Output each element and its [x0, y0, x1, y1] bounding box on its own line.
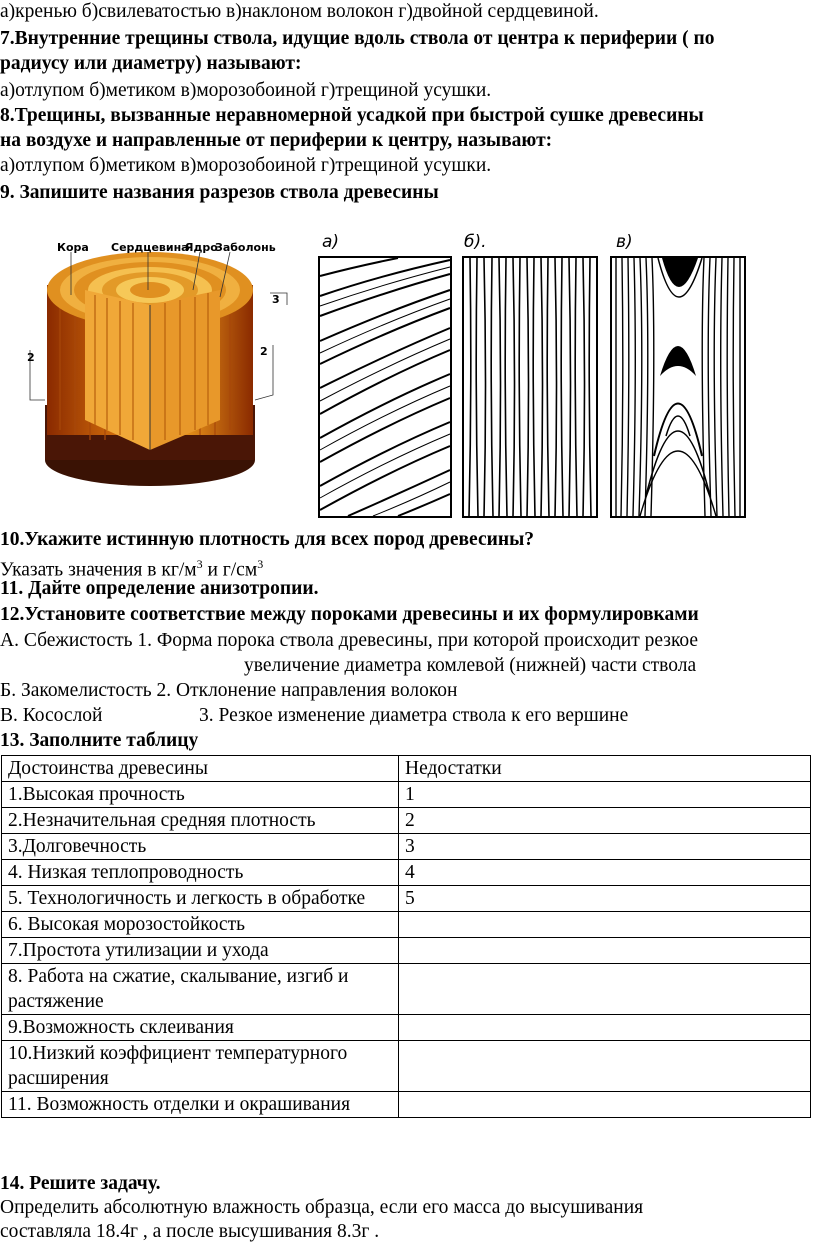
- q8-title-line1: 8.Трещины, вызванные неравномерной усадкой при быстрой сушке древесины: [0, 105, 704, 126]
- advantage-cell: 5. Технологичность и легкость в обработке: [2, 886, 399, 912]
- q10-title: 10.Укажите истинную плотность для всех пород древесины?: [0, 529, 535, 550]
- table-row: [2, 886, 811, 912]
- q12-line3a: В. Косослой: [0, 705, 103, 726]
- q7-title-line2: радиусу или диаметру) называют:: [0, 53, 302, 74]
- panel-a-label: а): [322, 232, 340, 252]
- advantage-cell: 4. Низкая теплопроводность: [2, 860, 399, 886]
- q10-units-prefix: Указать значения в кг/м: [0, 559, 197, 581]
- table-row: [2, 912, 811, 938]
- q7-options: а)отлупом б)метиком в)морозобоиной г)трещиной усушки.: [0, 80, 492, 101]
- label-sapwood: Заболонь: [215, 241, 276, 254]
- q12-line3b: 3. Резкое изменение диаметра ствола к его вершине: [199, 705, 629, 726]
- disadvantage-cell[interactable]: [399, 912, 811, 938]
- plane-number-top-right: 3: [272, 293, 280, 306]
- panel-b: [462, 232, 598, 517]
- disadvantage-cell[interactable]: [399, 1092, 811, 1118]
- advantage-cell: 1.Высокая прочность: [2, 782, 399, 808]
- disadvantage-cell[interactable]: 4: [399, 860, 811, 886]
- advantage-cell: 9.Возможность склеивания: [2, 1015, 399, 1041]
- q13-title: 13. Заполните таблицу: [0, 730, 199, 751]
- table-row: [2, 1041, 811, 1092]
- table-row: [2, 808, 811, 834]
- panel-a: [318, 232, 452, 517]
- advantage-cell: 11. Возможность отделки и окрашивания: [2, 1092, 399, 1118]
- q6-options: а)кренью б)свилеватостью в)наклоном волокон г)двойной сердцевиной.: [0, 1, 599, 22]
- disadvantage-cell[interactable]: 5: [399, 886, 811, 912]
- q12-line1b: увеличение диаметра комлевой (нижней) части ствола: [244, 655, 697, 676]
- advantage-cell: 3.Долговечность: [2, 834, 399, 860]
- panel-v-label: в): [616, 232, 633, 252]
- q10-exp-1: 3: [196, 557, 203, 571]
- advantage-cell: 7.Простота утилизации и ухода: [2, 938, 399, 964]
- panel-a-drawing: [318, 256, 452, 518]
- q10-units-mid: и г/см: [202, 559, 258, 581]
- disadvantage-cell[interactable]: 3: [399, 834, 811, 860]
- table-row: [2, 938, 811, 964]
- advantages-table: [1, 755, 811, 1118]
- q8-options: а)отлупом б)метиком в)морозобоиной г)трещиной усушки.: [0, 155, 492, 176]
- label-bark: Кора: [57, 241, 89, 254]
- q10-exp-2: 3: [257, 557, 264, 571]
- table-row: [2, 1015, 811, 1041]
- disadvantage-cell[interactable]: 1: [399, 782, 811, 808]
- trunk-cutaway-illustration: [25, 235, 295, 490]
- plane-number-right: 2: [260, 345, 268, 358]
- q14-line1: Определить абсолютную влажность образца, если его масса до высушивания: [0, 1197, 644, 1218]
- q12-title: 12.Установите соответствие между пороками древесины и их формулировками: [0, 604, 699, 625]
- label-heart: Ядро: [185, 241, 218, 254]
- disadvantage-cell[interactable]: [399, 1041, 811, 1092]
- disadvantage-cell[interactable]: [399, 964, 811, 1015]
- table-row: [2, 860, 811, 886]
- panel-b-drawing: [462, 256, 598, 518]
- q11-title: 11. Дайте определение анизотропии.: [0, 578, 319, 599]
- plane-number-left: 2: [27, 351, 35, 364]
- panel-v-drawing: [610, 256, 746, 518]
- advantage-cell: 10.Низкий коэффициент температурного расширения: [2, 1041, 399, 1092]
- table-row: [2, 1092, 811, 1118]
- label-core: Сердцевина: [111, 241, 189, 254]
- panel-b-label: б).: [464, 232, 487, 252]
- table-row: [2, 782, 811, 808]
- advantage-cell: 8. Работа на сжатие, скалывание, изгиб и растяжение: [2, 964, 399, 1015]
- header-disadvantages: Недостатки: [399, 756, 811, 782]
- table-row: [2, 834, 811, 860]
- table-header-row: [2, 756, 811, 782]
- disadvantage-cell[interactable]: [399, 1015, 811, 1041]
- q12-line1: А. Сбежистость 1. Форма порока ствола древесины, при которой происходит резкое: [0, 630, 699, 651]
- disadvantage-cell[interactable]: [399, 938, 811, 964]
- q14-line2: составляла 18.4г , а после высушивания 8.3г .: [0, 1221, 380, 1242]
- disadvantage-cell[interactable]: 2: [399, 808, 811, 834]
- q14-title: 14. Решите задачу.: [0, 1173, 161, 1194]
- header-advantages: Достоинства древесины: [2, 756, 399, 782]
- q12-line2: Б. Закомелистость 2. Отклонение направления волокон: [0, 680, 458, 701]
- q9-title: 9. Запишите названия разрезов ствола древесины: [0, 182, 439, 203]
- q7-title-line1: 7.Внутренние трещины ствола, идущие вдоль ствола от центра к периферии ( по: [0, 28, 715, 49]
- panel-v: [610, 232, 746, 517]
- trunk-cutaway-figure: [25, 235, 295, 490]
- table-row: [2, 964, 811, 1015]
- advantage-cell: 2.Незначительная средняя плотность: [2, 808, 399, 834]
- q8-title-line2: на воздухе и направленные от периферии к центру, называют:: [0, 130, 553, 151]
- advantage-cell: 6. Высокая морозостойкость: [2, 912, 399, 938]
